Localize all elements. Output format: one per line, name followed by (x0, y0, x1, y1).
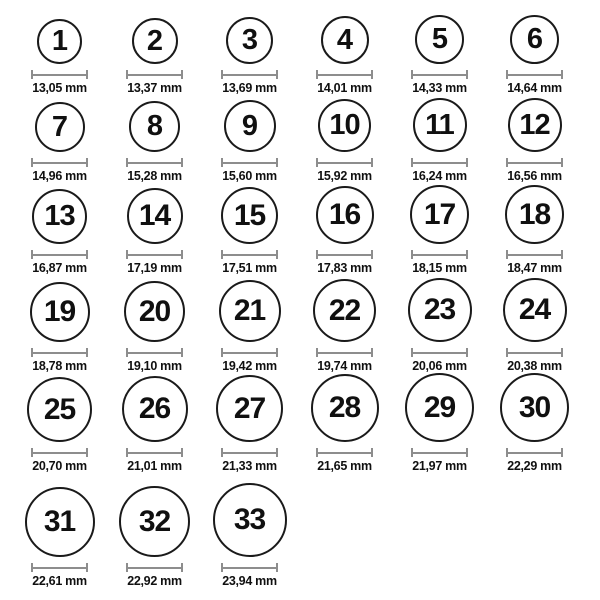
ring-size-cell (392, 18, 487, 108)
ring-size-number: 26 (138, 392, 171, 425)
diameter-label: 22,29 mm (507, 459, 562, 473)
diameter-label: 21,33 mm (222, 459, 277, 473)
ring-size-row (12, 386, 600, 486)
diameter-label: 17,19 mm (127, 261, 182, 275)
diameter-label: 22,61 mm (32, 574, 87, 588)
diameter-label: 16,87 mm (32, 261, 87, 275)
diameter-measure-line (221, 250, 278, 259)
diameter-label: 15,92 mm (317, 169, 372, 183)
ring-size-cell (12, 108, 107, 196)
ring-size-number: 22 (328, 293, 361, 327)
diameter-label: 18,47 mm (507, 261, 562, 275)
ring-size-cell (12, 18, 107, 108)
ring-size-number: 6 (526, 23, 543, 55)
ring-size-cell (12, 386, 107, 486)
diameter-label: 20,70 mm (32, 459, 87, 473)
ring-size-cell (12, 288, 107, 386)
ring-size-number: 11 (425, 108, 454, 141)
ring-circle (213, 483, 287, 557)
ring-circle (127, 188, 183, 244)
diameter-measure-line (316, 348, 373, 357)
diameter-measure-line (506, 158, 563, 167)
diameter-measure-line (411, 70, 468, 79)
diameter-label: 14,33 mm (412, 81, 467, 95)
diameter-label: 15,60 mm (222, 169, 277, 183)
ring-size-number: 3 (241, 24, 258, 56)
ring-size-cell (487, 108, 582, 196)
ring-size-cell (297, 18, 392, 108)
ring-size-number: 8 (146, 110, 163, 142)
ring-size-number: 28 (328, 391, 361, 424)
diameter-measure-line (126, 348, 183, 357)
diameter-measure-line (221, 70, 278, 79)
diameter-label: 20,38 mm (507, 359, 562, 373)
diameter-measure-line (221, 563, 278, 572)
ring-size-cell (107, 288, 202, 386)
diameter-measure-line (411, 348, 468, 357)
diameter-measure-line (31, 158, 88, 167)
ring-size-cell (487, 288, 582, 386)
ring-size-cell (202, 108, 297, 196)
ring-size-number: 25 (43, 392, 76, 426)
diameter-label: 13,69 mm (222, 81, 277, 95)
ring-size-cell (487, 18, 582, 108)
ring-size-number: 17 (423, 197, 456, 231)
ring-size-number: 2 (146, 24, 163, 57)
diameter-measure-line (221, 158, 278, 167)
ring-size-cell (392, 288, 487, 386)
ring-circle (132, 18, 178, 64)
ring-size-row (12, 108, 600, 196)
ring-size-number: 23 (423, 293, 456, 326)
diameter-measure-line (506, 448, 563, 457)
ring-circle (30, 282, 90, 342)
diameter-label: 19,74 mm (317, 359, 372, 373)
ring-circle (119, 486, 190, 557)
diameter-label: 22,92 mm (127, 574, 182, 588)
ring-size-number: 27 (233, 391, 266, 425)
ring-circle (413, 98, 467, 152)
ring-size-number: 14 (138, 199, 171, 232)
diameter-label: 14,96 mm (32, 169, 87, 183)
diameter-label: 23,94 mm (222, 574, 277, 588)
diameter-measure-line (31, 348, 88, 357)
ring-size-cell (12, 196, 107, 288)
diameter-label: 13,05 mm (32, 81, 87, 95)
ring-circle (124, 281, 185, 342)
diameter-label: 15,28 mm (127, 169, 182, 183)
diameter-measure-line (126, 563, 183, 572)
ring-circle (503, 278, 567, 342)
ring-circle (216, 375, 283, 442)
diameter-label: 21,97 mm (412, 459, 467, 473)
ring-size-number: 10 (329, 109, 360, 141)
ring-size-cell (297, 108, 392, 196)
ring-size-cell (12, 486, 107, 600)
diameter-label: 14,01 mm (317, 81, 372, 95)
ring-circle (226, 17, 273, 64)
ring-size-number: 31 (43, 505, 76, 538)
diameter-measure-line (126, 448, 183, 457)
ring-size-cell (392, 386, 487, 486)
ring-size-row (12, 288, 600, 386)
ring-circle (27, 377, 92, 442)
ring-circle (410, 185, 469, 244)
ring-size-cell (107, 108, 202, 196)
diameter-measure-line (316, 158, 373, 167)
ring-size-number: 1 (51, 25, 68, 57)
ring-size-number: 13 (44, 200, 75, 232)
ring-size-number: 9 (241, 109, 258, 142)
ring-circle (311, 374, 379, 442)
diameter-measure-line (411, 448, 468, 457)
diameter-measure-line (31, 448, 88, 457)
ring-size-cell (202, 386, 297, 486)
ring-size-number: 19 (43, 295, 76, 328)
ring-circle (35, 102, 85, 152)
ring-size-number: 5 (431, 23, 448, 55)
diameter-measure-line (31, 250, 88, 259)
ring-size-cell (487, 196, 582, 288)
ring-size-number: 29 (423, 390, 456, 424)
ring-circle (129, 101, 180, 152)
ring-circle (510, 15, 559, 64)
ring-size-number: 7 (51, 110, 68, 143)
diameter-label: 17,51 mm (222, 261, 277, 275)
ring-size-cell (487, 386, 582, 486)
ring-size-cell (202, 18, 297, 108)
ring-size-cell (202, 486, 297, 600)
ring-circle (221, 187, 278, 244)
ring-circle (219, 280, 281, 342)
ring-size-cell (202, 196, 297, 288)
diameter-label: 19,42 mm (222, 359, 277, 373)
ring-circle (500, 373, 569, 442)
ring-size-number: 30 (518, 390, 551, 424)
ring-size-cell (107, 386, 202, 486)
diameter-label: 16,24 mm (412, 169, 467, 183)
ring-size-number: 33 (233, 503, 266, 536)
diameter-measure-line (221, 348, 278, 357)
ring-size-cell (297, 386, 392, 486)
diameter-measure-line (506, 70, 563, 79)
ring-size-cell (107, 196, 202, 288)
diameter-label: 17,83 mm (317, 261, 372, 275)
diameter-label: 16,56 mm (507, 169, 562, 183)
ring-circle (37, 19, 82, 64)
diameter-measure-line (31, 563, 88, 572)
ring-circle (313, 279, 376, 342)
diameter-label: 18,78 mm (32, 359, 87, 373)
ring-size-cell (297, 196, 392, 288)
ring-size-number: 12 (519, 108, 550, 141)
ring-circle (405, 373, 474, 442)
diameter-label: 21,01 mm (127, 459, 182, 473)
diameter-measure-line (316, 70, 373, 79)
diameter-measure-line (126, 70, 183, 79)
ring-size-cell (392, 196, 487, 288)
diameter-label: 21,65 mm (317, 459, 372, 473)
diameter-label: 14,64 mm (507, 81, 562, 95)
ring-size-row (12, 18, 600, 108)
ring-size-cell (392, 108, 487, 196)
diameter-measure-line (411, 158, 468, 167)
diameter-measure-line (506, 348, 563, 357)
ring-circle (32, 189, 87, 244)
diameter-measure-line (316, 250, 373, 259)
ring-size-number: 21 (233, 294, 266, 327)
diameter-label: 19,10 mm (127, 359, 182, 373)
ring-circle (505, 185, 564, 244)
ring-size-number: 18 (518, 197, 551, 231)
ring-size-number: 24 (518, 293, 551, 326)
ring-circle (415, 15, 464, 64)
diameter-label: 18,15 mm (412, 261, 467, 275)
ring-circle (316, 186, 374, 244)
ring-size-row (12, 486, 600, 600)
diameter-label: 13,37 mm (127, 81, 182, 95)
ring-circle (321, 16, 369, 64)
diameter-measure-line (316, 448, 373, 457)
diameter-label: 20,06 mm (412, 359, 467, 373)
diameter-measure-line (126, 158, 183, 167)
ring-circle (122, 376, 188, 442)
diameter-measure-line (31, 70, 88, 79)
diameter-measure-line (411, 250, 468, 259)
ring-size-cell (202, 288, 297, 386)
ring-size-number: 20 (138, 294, 171, 328)
ring-size-cell (107, 18, 202, 108)
ring-circle (408, 278, 472, 342)
diameter-measure-line (221, 448, 278, 457)
diameter-measure-line (506, 250, 563, 259)
ring-circle (25, 487, 95, 557)
ring-size-cell (107, 486, 202, 600)
ring-size-number: 16 (328, 198, 361, 231)
ring-circle (508, 98, 562, 152)
ring-circle (224, 100, 276, 152)
ring-size-cell (297, 288, 392, 386)
ring-size-row (12, 196, 600, 288)
ring-size-number: 32 (138, 504, 171, 538)
diameter-measure-line (126, 250, 183, 259)
ring-size-number: 4 (336, 23, 353, 56)
ring-circle (318, 99, 371, 152)
ring-size-number: 15 (233, 198, 266, 232)
